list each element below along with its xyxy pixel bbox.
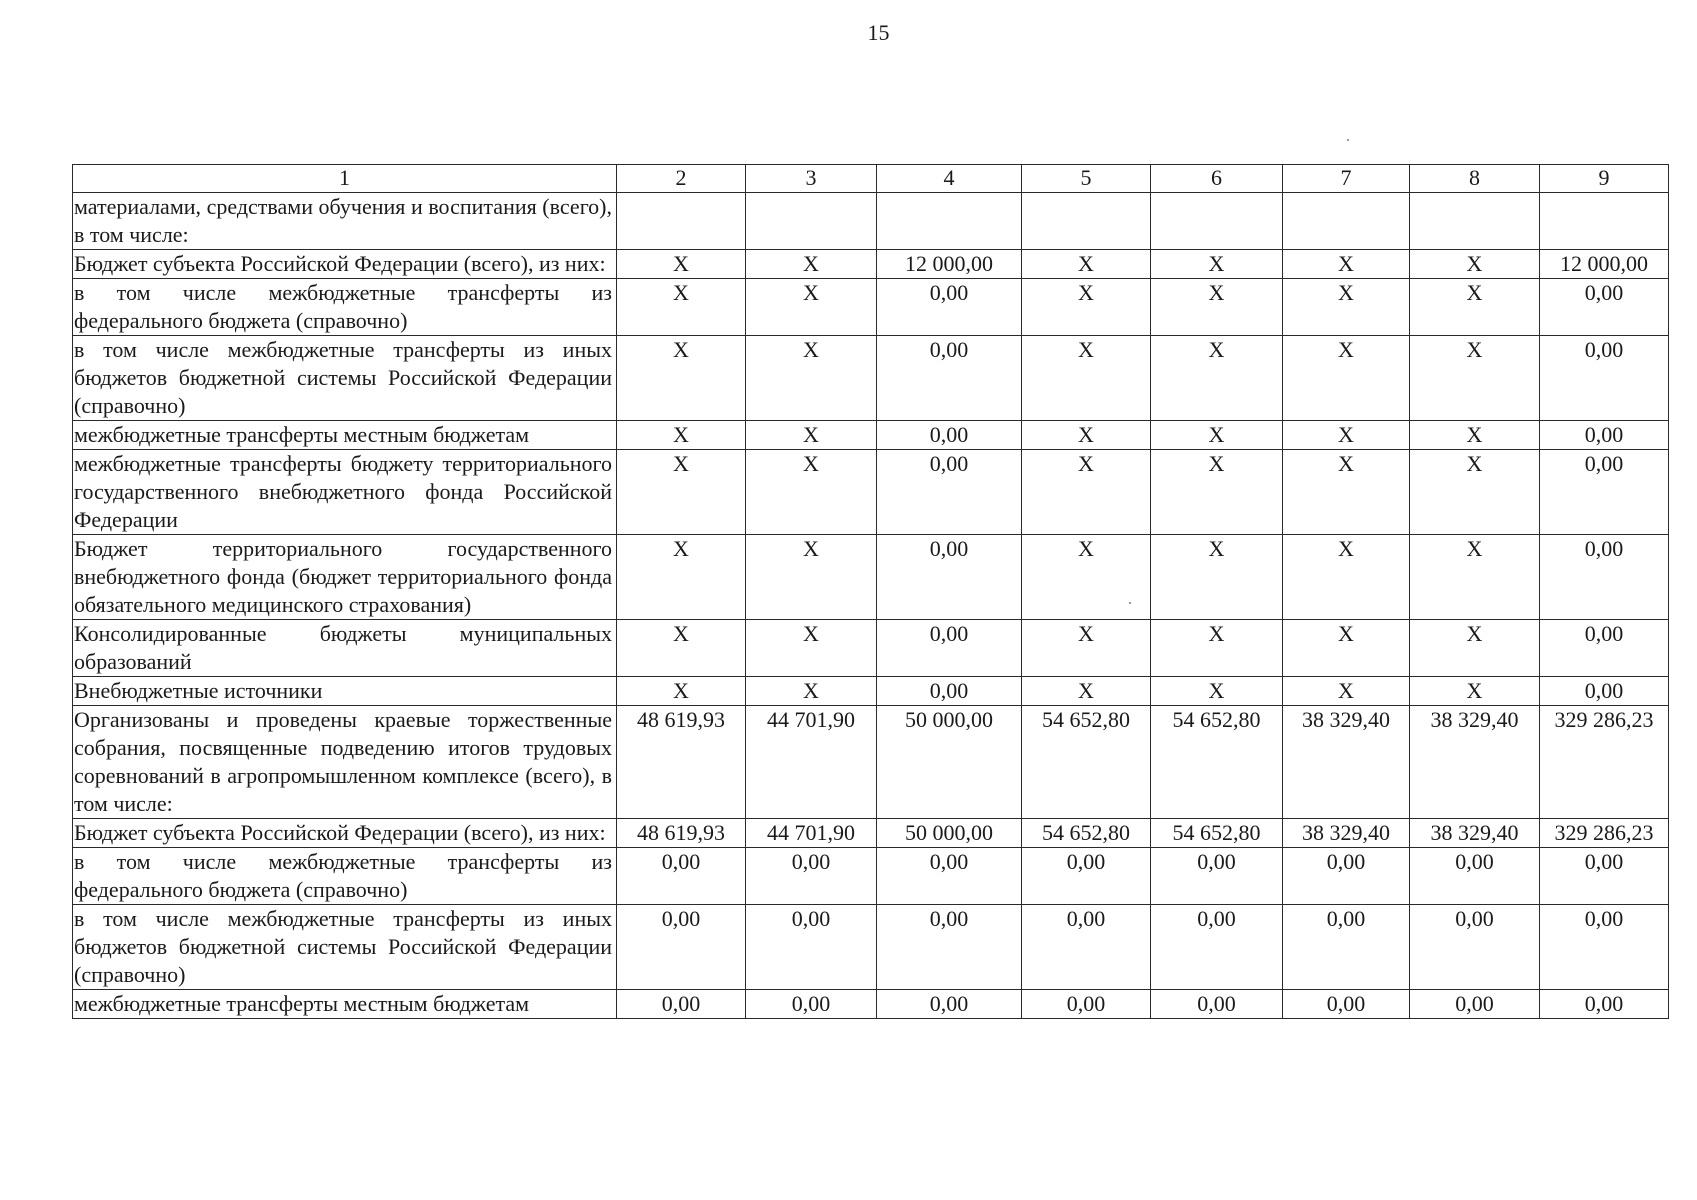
- column-header-5: 5: [1022, 165, 1151, 193]
- cell-value: X: [1410, 279, 1540, 336]
- cell-value: 0,00: [877, 421, 1022, 450]
- cell-value: 44 701,90: [746, 706, 877, 819]
- row-label: в том числе межбюджетные трансферты из федерального бюджета (справочно): [73, 279, 617, 336]
- cell-value: 38 329,40: [1283, 819, 1410, 848]
- cell-value: [1022, 193, 1151, 250]
- cell-value: 54 652,80: [1151, 706, 1283, 819]
- cell-value: 0,00: [1540, 620, 1669, 677]
- cell-value: 0,00: [877, 905, 1022, 990]
- table-row: [73, 990, 1669, 1019]
- column-header-6: 6: [1151, 165, 1283, 193]
- table-row: [73, 535, 1669, 620]
- cell-value: 0,00: [1540, 848, 1669, 905]
- cell-value: X: [1410, 535, 1540, 620]
- cell-value: X: [1283, 279, 1410, 336]
- cell-value: X: [1283, 336, 1410, 421]
- cell-value: 50 000,00: [877, 706, 1022, 819]
- cell-value: X: [617, 677, 746, 706]
- cell-value: X: [1151, 677, 1283, 706]
- cell-value: 0,00: [1022, 990, 1151, 1019]
- cell-value: 0,00: [877, 848, 1022, 905]
- cell-value: [1410, 193, 1540, 250]
- cell-value: [1151, 193, 1283, 250]
- cell-value: X: [1283, 421, 1410, 450]
- column-header-8: 8: [1410, 165, 1540, 193]
- column-header-2: 2: [617, 165, 746, 193]
- cell-value: 0,00: [1540, 421, 1669, 450]
- cell-value: X: [746, 677, 877, 706]
- cell-value: 329 286,23: [1540, 706, 1669, 819]
- table-body: [73, 193, 1669, 1019]
- cell-value: X: [746, 535, 877, 620]
- cell-value: 0,00: [877, 677, 1022, 706]
- cell-value: [1540, 193, 1669, 250]
- cell-value: 38 329,40: [1410, 819, 1540, 848]
- cell-value: 0,00: [877, 336, 1022, 421]
- cell-value: 0,00: [1410, 905, 1540, 990]
- column-header-9: 9: [1540, 165, 1669, 193]
- table-row: [73, 279, 1669, 336]
- scan-speck: [1347, 139, 1349, 141]
- cell-value: X: [1151, 450, 1283, 535]
- cell-value: 0,00: [1151, 848, 1283, 905]
- cell-value: X: [617, 450, 746, 535]
- cell-value: X: [1283, 677, 1410, 706]
- cell-value: X: [746, 421, 877, 450]
- column-header-7: 7: [1283, 165, 1410, 193]
- row-label: межбюджетные трансферты местным бюджетам: [73, 990, 617, 1019]
- cell-value: X: [1151, 279, 1283, 336]
- cell-value: 0,00: [1540, 905, 1669, 990]
- cell-value: X: [1022, 677, 1151, 706]
- cell-value: X: [1022, 421, 1151, 450]
- cell-value: X: [1151, 421, 1283, 450]
- cell-value: X: [1410, 421, 1540, 450]
- cell-value: [1283, 193, 1410, 250]
- cell-value: X: [1410, 250, 1540, 279]
- cell-value: [877, 193, 1022, 250]
- table-row: [73, 677, 1669, 706]
- cell-value: X: [1283, 620, 1410, 677]
- row-label: Организованы и проведены краевые торжественные собрания, посвященные подведению итогов трудовых соревнований в агропромышленном комплексе (всего), в том числе:: [73, 706, 617, 819]
- cell-value: X: [746, 450, 877, 535]
- cell-value: 0,00: [1410, 990, 1540, 1019]
- cell-value: X: [617, 535, 746, 620]
- row-label: Бюджет территориального государственного внебюджетного фонда (бюджет территориального фонда обязательного медицинского страхования): [73, 535, 617, 620]
- row-label: Консолидированные бюджеты муниципальных образований: [73, 620, 617, 677]
- cell-value: 0,00: [617, 990, 746, 1019]
- cell-value: X: [746, 336, 877, 421]
- cell-value: 0,00: [1283, 848, 1410, 905]
- cell-value: X: [1151, 336, 1283, 421]
- cell-value: 0,00: [1022, 905, 1151, 990]
- cell-value: 38 329,40: [1283, 706, 1410, 819]
- cell-value: [746, 193, 877, 250]
- cell-value: 0,00: [1151, 905, 1283, 990]
- table-row: [73, 450, 1669, 535]
- table-row: [73, 706, 1669, 819]
- cell-value: X: [1022, 535, 1151, 620]
- cell-value: 0,00: [1540, 279, 1669, 336]
- cell-value: 0,00: [746, 848, 877, 905]
- cell-value: 0,00: [1283, 990, 1410, 1019]
- cell-value: X: [746, 279, 877, 336]
- cell-value: [617, 193, 746, 250]
- cell-value: 0,00: [1540, 535, 1669, 620]
- header-row: [73, 165, 1669, 193]
- column-header-1: 1: [73, 165, 617, 193]
- table-row: [73, 620, 1669, 677]
- row-label: материалами, средствами обучения и воспитания (всего), в том числе:: [73, 193, 617, 250]
- cell-value: X: [617, 250, 746, 279]
- cell-value: X: [617, 279, 746, 336]
- table-row: [73, 250, 1669, 279]
- row-label: межбюджетные трансферты местным бюджетам: [73, 421, 617, 450]
- cell-value: 0,00: [877, 990, 1022, 1019]
- cell-value: X: [1022, 620, 1151, 677]
- cell-value: 0,00: [1540, 990, 1669, 1019]
- table-header: [73, 165, 1669, 193]
- row-label: Бюджет субъекта Российской Федерации (всего), из них:: [73, 250, 617, 279]
- cell-value: 0,00: [746, 905, 877, 990]
- cell-value: X: [1022, 336, 1151, 421]
- cell-value: 50 000,00: [877, 819, 1022, 848]
- column-header-3: 3: [746, 165, 877, 193]
- cell-value: X: [1151, 250, 1283, 279]
- cell-value: 0,00: [877, 620, 1022, 677]
- cell-value: X: [1022, 250, 1151, 279]
- cell-value: 44 701,90: [746, 819, 877, 848]
- cell-value: X: [1022, 450, 1151, 535]
- cell-value: X: [1410, 677, 1540, 706]
- cell-value: 329 286,23: [1540, 819, 1669, 848]
- cell-value: X: [746, 250, 877, 279]
- cell-value: 0,00: [1283, 905, 1410, 990]
- cell-value: 38 329,40: [1410, 706, 1540, 819]
- row-label: в том числе межбюджетные трансферты из иных бюджетов бюджетной системы Российской Федерации (справочно): [73, 905, 617, 990]
- cell-value: 0,00: [1540, 336, 1669, 421]
- cell-value: 0,00: [1410, 848, 1540, 905]
- cell-value: 0,00: [877, 450, 1022, 535]
- budget-table: [72, 164, 1669, 1019]
- row-label: межбюджетные трансферты бюджету территориального государственного внебюджетного фонда Российской Федерации: [73, 450, 617, 535]
- cell-value: X: [1283, 450, 1410, 535]
- cell-value: 54 652,80: [1022, 819, 1151, 848]
- table-row: [73, 336, 1669, 421]
- cell-value: 0,00: [877, 279, 1022, 336]
- cell-value: 12 000,00: [877, 250, 1022, 279]
- cell-value: 48 619,93: [617, 819, 746, 848]
- cell-value: X: [1410, 620, 1540, 677]
- cell-value: 0,00: [746, 990, 877, 1019]
- cell-value: 48 619,93: [617, 706, 746, 819]
- cell-value: X: [1022, 279, 1151, 336]
- cell-value: 0,00: [617, 848, 746, 905]
- cell-value: X: [1410, 450, 1540, 535]
- cell-value: X: [1283, 250, 1410, 279]
- row-label: Внебюджетные источники: [73, 677, 617, 706]
- cell-value: 0,00: [877, 535, 1022, 620]
- cell-value: X: [746, 620, 877, 677]
- table-row: [73, 421, 1669, 450]
- cell-value: 0,00: [1540, 677, 1669, 706]
- cell-value: 54 652,80: [1022, 706, 1151, 819]
- row-label: в том числе межбюджетные трансферты из иных бюджетов бюджетной системы Российской Федерации (справочно): [73, 336, 617, 421]
- cell-value: 0,00: [1151, 990, 1283, 1019]
- cell-value: 0,00: [1540, 450, 1669, 535]
- cell-value: X: [617, 336, 746, 421]
- cell-value: X: [1151, 535, 1283, 620]
- cell-value: 0,00: [1022, 848, 1151, 905]
- column-header-4: 4: [877, 165, 1022, 193]
- table-row: [73, 905, 1669, 990]
- cell-value: 0,00: [617, 905, 746, 990]
- cell-value: X: [1283, 535, 1410, 620]
- cell-value: X: [617, 421, 746, 450]
- cell-value: X: [1410, 336, 1540, 421]
- cell-value: X: [1151, 620, 1283, 677]
- table-row: [73, 193, 1669, 250]
- row-label: Бюджет субъекта Российской Федерации (всего), из них:: [73, 819, 617, 848]
- cell-value: 12 000,00: [1540, 250, 1669, 279]
- page-number: 15: [867, 20, 890, 45]
- cell-value: X: [617, 620, 746, 677]
- cell-value: 54 652,80: [1151, 819, 1283, 848]
- table-row: [73, 819, 1669, 848]
- table-row: [73, 848, 1669, 905]
- row-label: в том числе межбюджетные трансферты из федерального бюджета (справочно): [73, 848, 617, 905]
